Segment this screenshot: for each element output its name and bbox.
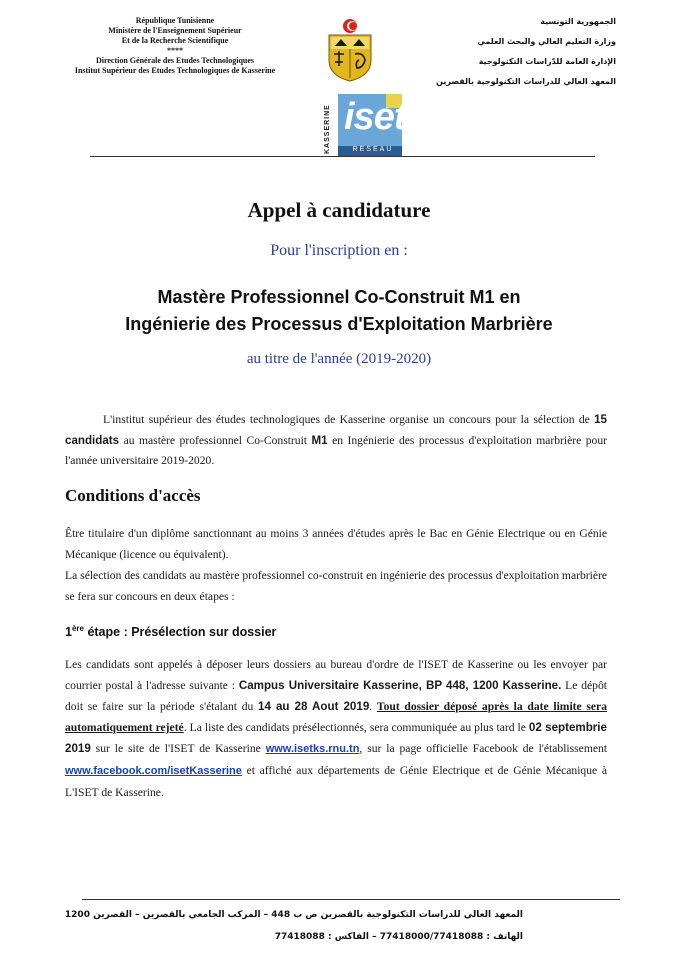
website-link[interactable]: www.isetks.rnu.tn [265, 743, 360, 755]
header-ar-line4: المعهد العالي للدراسات التكنولوجية بالقصرين [436, 77, 616, 86]
step1-text-1: Les candidats sont appelés à déposer leurs dossiers au bureau d'ordre de l'ISET de Kasserine ou les envoyer par courrier postal à l'adresse suivante : [65, 658, 607, 692]
footer [53, 904, 523, 948]
step1-heading [65, 624, 276, 639]
footer-address: المعهد العالي للدراسات التكنولوجية بالقصرين ص ب 448 – المركب الجامعي بالقصرين – القصرين 1200 [64, 910, 523, 920]
header-ar-line1: الجمهورية التونسية [540, 17, 616, 26]
intro-text-1: L'institut supérieur des études technologiques de Kasserine organise un concours pour la sélection de [103, 413, 595, 426]
conditions-heading: Conditions d'accès [65, 486, 201, 505]
program-line2: Ingénierie des Processus d'Exploitation Marbrière [125, 314, 553, 334]
page-subtitle: Pour l'inscription en : [270, 242, 408, 259]
header-fr-line2: Ministère de l'Enseignement Supérieur [108, 26, 242, 35]
header-ar [396, 12, 616, 92]
logo-vertical-text: KASSERINE [324, 104, 331, 154]
program-name [0, 284, 678, 338]
header-fr [40, 16, 310, 76]
step1-text-7: et affiché aux départements de Génie Electrique et de Génie Mécanique à L'ISET de Kasserine. [65, 764, 607, 799]
step1-label: étape : Présélection sur dossier [83, 625, 277, 640]
intro-candidates-count: 15 candidats [65, 413, 607, 447]
intro-text-2: au mastère professionnel Co-Construit [119, 433, 312, 447]
conditions-paragraph-1: Être titulaire d'un diplôme sanctionnant au moins 3 années d'études après le Bac en Génie Electrique ou en Génie Mécanique (licence ou équivalent). [65, 527, 607, 561]
step1-publication-date: 02 septembrie 2019 [65, 721, 607, 755]
intro-paragraph [65, 410, 607, 472]
program-line1: Mastère Professionnel Co-Construit M1 en [157, 287, 521, 307]
step1-deadline-warning: Tout dossier déposé après la date limite sera automatiquement rejeté [65, 700, 607, 734]
conditions-paragraph-2: La sélection des candidats au mastère professionnel co-construit en ingénierie des processus d'exploitation marbrière se fera sur concours en deux étapes : [65, 569, 607, 603]
step1-period: 14 au 28 Aout 2019 [258, 700, 370, 713]
academic-year: au titre de l'année (2019-2020) [246, 351, 432, 367]
step1-text-6: , sur la page officielle Facebook de l'établissement [359, 742, 607, 755]
tunisia-emblem-icon [325, 18, 375, 82]
logo-main-text: iset [344, 96, 406, 138]
page-title: Appel à candidature [247, 198, 431, 222]
header-fr-line4: **** [167, 46, 183, 55]
intro-level: M1 [311, 433, 328, 447]
footer-divider [82, 899, 620, 900]
header-fr-line3: Et de la Recherche Scientifique [121, 36, 229, 45]
facebook-link[interactable]: www.facebook.com/isetKasserine [65, 765, 242, 777]
header-divider [90, 156, 595, 157]
logo-bottom-text: RESEAU [352, 146, 394, 153]
step1-number: 1 [65, 625, 72, 640]
header-fr-line5: Direction Générale des Etudes Technologiques [95, 56, 255, 65]
footer-contact: الهاتف : 77418000/77418088 – الفاكس : 77418088 [274, 932, 523, 942]
header-fr-line6: Institut Supérieur des Etudes Technologiques de Kasserine [74, 66, 276, 75]
step1-text-4: . La liste des candidats présélectionnés, sera communiquée au plus tard le [183, 721, 529, 734]
step1-text-3: . [369, 700, 377, 713]
header-ar-line3: الإدارة العامة للدّراسات التكنولوجية [478, 57, 616, 66]
step1-text-2: Le dépôt doit se faire sur la période s'étalant du [65, 679, 607, 713]
header-fr-line1: République Tunisienne [135, 16, 215, 25]
step1-paragraph [65, 654, 607, 803]
step1-text-5: sur le site de l'ISET de Kasserine [90, 742, 266, 755]
step1-ordinal: ère [71, 624, 84, 633]
step1-address: Campus Universitaire Kasserine, BP 448, 1200 Kasserine. [238, 679, 562, 692]
intro-text-3: en Ingénierie des processus d'exploitation marbrière pour l'année universitaire 2019-2020. [65, 433, 607, 467]
header-ar-line2: وزارة التعليم العالي والبحث العلمي [477, 37, 616, 46]
